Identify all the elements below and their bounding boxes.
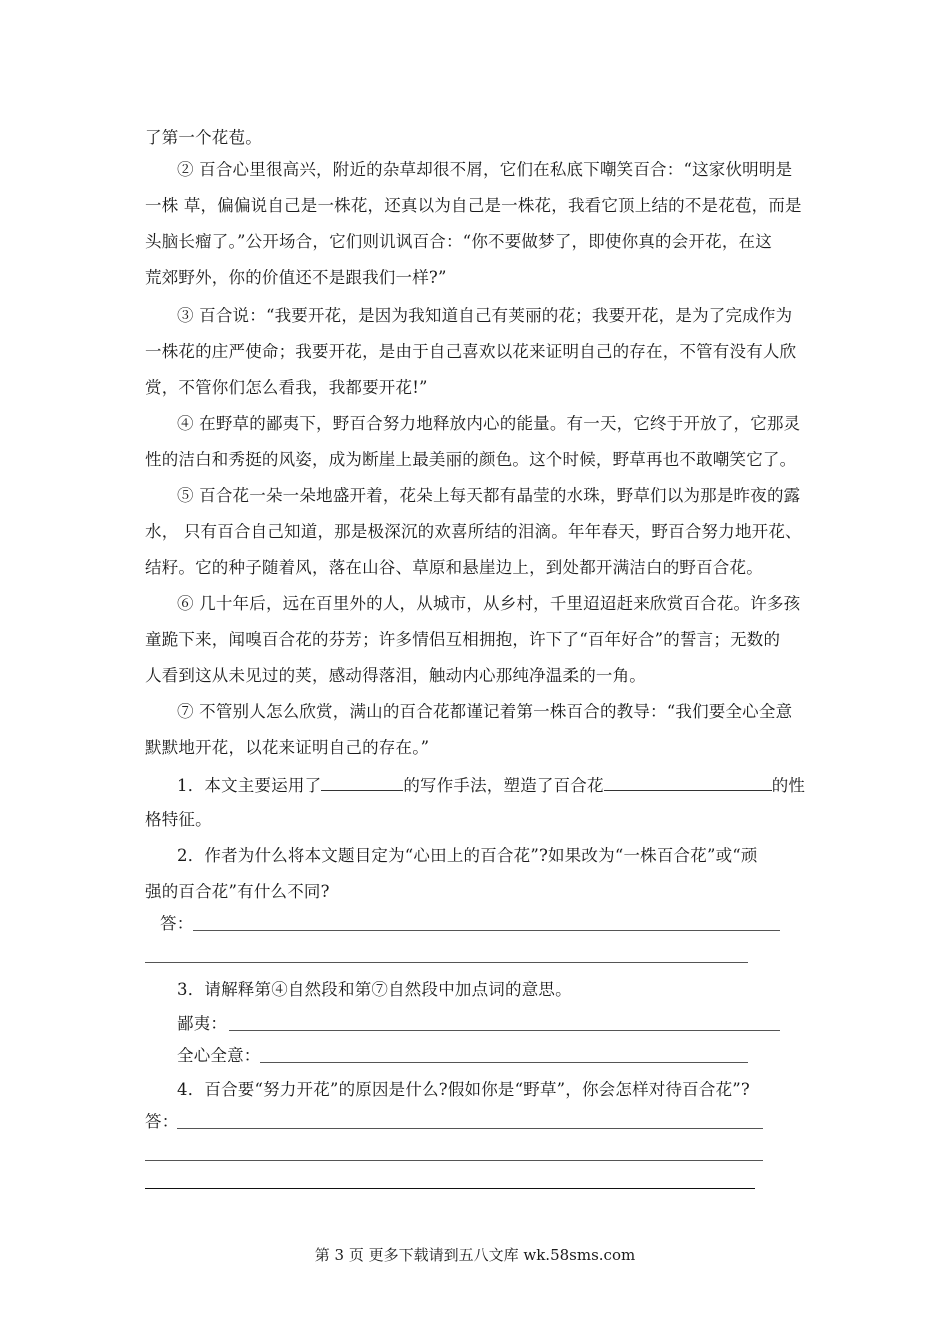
question-3-term-2-label: 全心全意： (177, 1046, 261, 1065)
paragraph-6-line-2: 童跪下来，闻嗅百合花的芬芳；许多情侣互相拥抱，许下了“百年好合”的誓言；无数的 (145, 630, 781, 649)
question-4-answer-line-3[interactable] (145, 1188, 755, 1189)
question-2-line-1: 2．作者为什么将本文题目定为“心田上的百合花”?如果改为“一株百合花”或“顽 (177, 846, 758, 865)
question-4-answer-line-2[interactable] (145, 1160, 763, 1161)
paragraph-4-line-2: 性的洁白和秀挺的风姿，成为断崖上最美丽的颜色。这个时候，野草再也不敢嘲笑它了。 (145, 450, 797, 469)
question-1-line-2: 格特征。 (145, 810, 212, 829)
question-1-blank-2[interactable] (604, 774, 772, 791)
question-1-text-c: 的性 (771, 776, 806, 795)
question-1-text-a: 1．本文主要运用了 (177, 776, 322, 795)
question-3-term-1-answer-line[interactable] (229, 1030, 780, 1031)
question-1-blank-1[interactable] (321, 774, 403, 791)
question-2-answer-line-2[interactable] (145, 962, 748, 963)
question-2-line-2: 强的百合花”有什么不同? (145, 882, 330, 901)
question-1 (177, 774, 805, 796)
paragraph-3-line-1: ③ 百合说：“我要开花，是因为我知道自己有荚丽的花；我要开花，是为了完成作为 (177, 306, 793, 325)
paragraph-2-line-4: 荒郊野外，你的价值还不是跟我们一样?” (145, 268, 447, 287)
paragraph-6-line-3: 人看到这从未见过的荚，感动得落泪，触动内心那纯净温柔的一角。 (145, 666, 646, 685)
page-footer: 第 3 页 更多下载请到五八文库 wk.58sms.com (314, 1246, 636, 1264)
question-3-term-1-label: 鄙夷： (177, 1014, 228, 1033)
paragraph-5-line-2: 水， 只有百合自己知道，那是极深沉的欢喜所结的泪滴。年年春天，野百合努力地开花、 (145, 522, 802, 541)
question-4-answer-line-1[interactable] (177, 1128, 763, 1129)
paragraph-3-line-3: 赏，不管你们怎么看我，我都要开花!” (145, 378, 428, 397)
passage-line: 了第一个花苞。 (145, 128, 262, 147)
paragraph-5-line-1: ⑤ 百合花一朵一朵地盛开着，花朵上每天都有晶莹的水珠，野草们以为那是昨夜的露 (177, 486, 801, 505)
paragraph-2-line-3: 头脑长瘤了。”公开场合，它们则讥讽百合：“你不要做梦了，即使你真的会开花，在这 (145, 232, 772, 251)
paragraph-7-line-2: 默默地开花，以花来证明自己的存在。” (145, 738, 430, 757)
question-4-answer-label: 答： (145, 1112, 179, 1131)
paragraph-7-line-1: ⑦ 不管别人怎么欣赏，满山的百合花都谨记着第一株百合的教导：“我们要全心全意 (177, 702, 793, 721)
paragraph-2-line-2: 一株 草，偏偏说自己是一株花，还真以为自己是一株花，我看它顶上结的不是花苞，而是 (145, 196, 802, 215)
question-1-text-b: 的写作手法，塑造了百合花 (403, 776, 604, 795)
question-4-line-1: 4．百合要“努力开花”的原因是什么?假如你是“野草”，你会怎样对待百合花”? (177, 1080, 750, 1099)
question-3-line-1: 3．请解释第④自然段和第⑦自然段中加点词的意思。 (177, 980, 572, 999)
paragraph-3-line-2: 一株花的庄严使命；我要开花，是由于自己喜欢以花来证明自己的存在，不管有没有人欣 (145, 342, 797, 361)
question-2-answer-line-1[interactable] (193, 930, 780, 931)
paragraph-6-line-1: ⑥ 几十年后，远在百里外的人，从城市，从乡村，千里迢迢赶来欣赏百合花。许多孩 (177, 594, 801, 613)
question-3-term-2-answer-line[interactable] (260, 1062, 748, 1063)
question-2-answer-label: 答： (160, 914, 194, 933)
paragraph-2-line-1: ② 百合心里很高兴，附近的杂草却很不屑，它们在私底下嘲笑百合：“这家伙明明是 (177, 160, 793, 179)
paragraph-4-line-1: ④ 在野草的鄙夷下，野百合努力地释放内心的能量。有一天，它终于开放了，它那灵 (177, 414, 801, 433)
paragraph-5-line-3: 结籽。它的种子随着风，落在山谷、草原和悬崖边上，到处都开满洁白的野百合花。 (145, 558, 763, 577)
